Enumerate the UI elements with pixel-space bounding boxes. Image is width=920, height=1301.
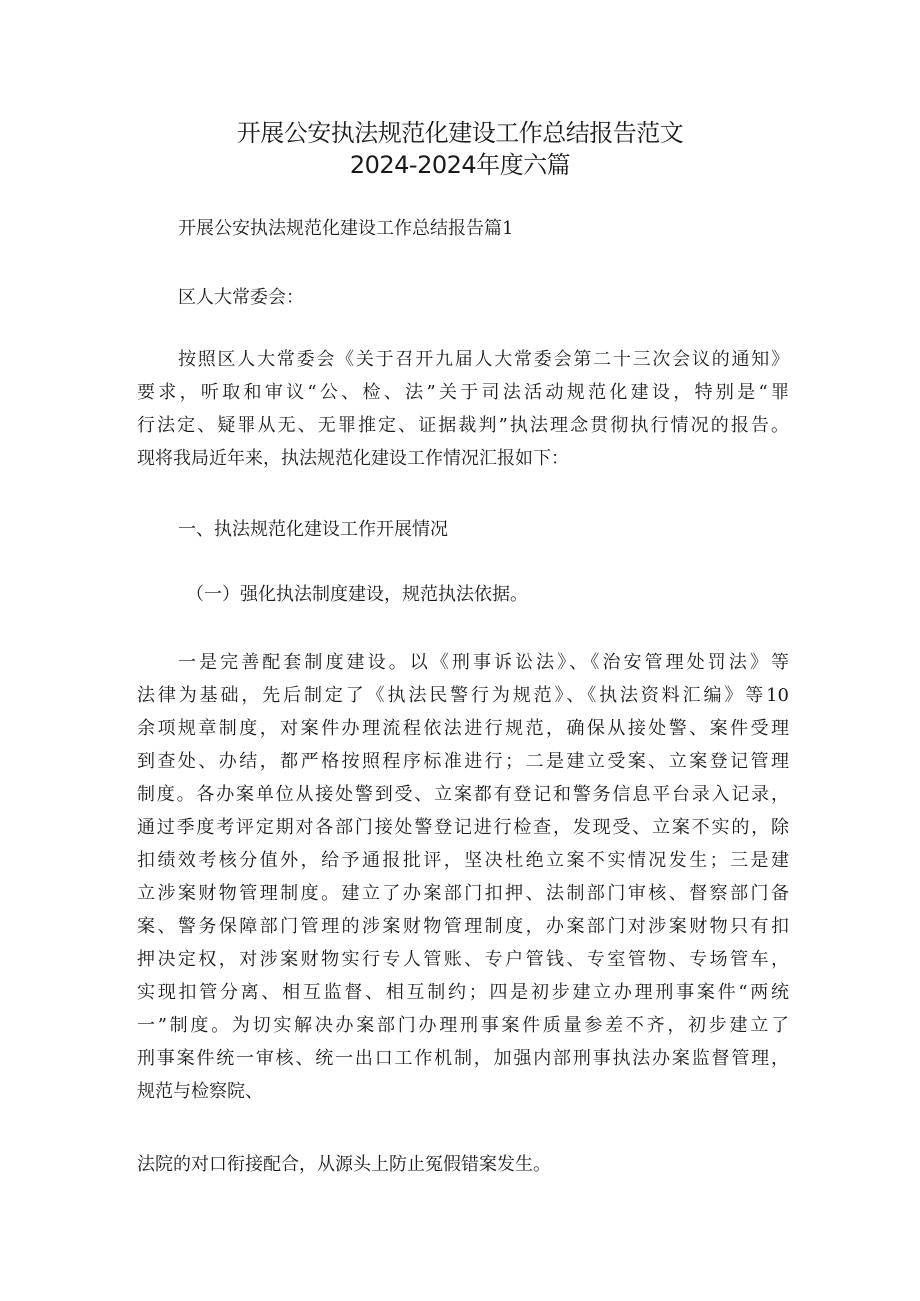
intro-paragraph xyxy=(137,343,789,475)
paragraph-line: 余项规章制度，对案件办理流程依法进行规范，确保从接处警、案件受理 xyxy=(137,718,789,739)
paragraph-line: 实现扣管分离、相互监督、相互制约；四是初步建立办理刑事案件“两统 xyxy=(137,982,789,1003)
paragraph-line: 要求，听取和审议“公、检、法”关于司法活动规范化建设，特别是“罪 xyxy=(137,382,789,403)
paragraph-line: 案、警务保障部门管理的涉案财物管理制度，办案部门对涉案财物只有扣 xyxy=(137,916,789,937)
paragraph-line: 一是完善配套制度建设。以《刑事诉讼法》、《治安管理处罚法》等 xyxy=(178,652,789,673)
document-title-line-1: 开展公安执法规范化建设工作总结报告范文 xyxy=(236,119,684,147)
paragraph-line: 行法定、疑罪从无、无罪推定、证据裁判”执法理念贯彻执行情况的报告。 xyxy=(137,415,789,436)
paragraph-line: 按照区人大常委会《关于召开九届人大常委会第二十三次会议的通知》 xyxy=(178,349,789,370)
continuation-line: 法院的对口衔接配合，从源头上防止冤假错案发生。 xyxy=(137,1154,551,1175)
paragraph-line: 立涉案财物管理制度。建立了办案部门扣押、法制部门审核、督察部门备 xyxy=(137,883,789,904)
paragraph-line: 制度。各办案单位从接处警到受、立案都有登记和警务信息平台录入记录， xyxy=(137,784,789,805)
paragraph-line: 法律为基础，先后制定了《执法民警行为规范》、《执法资料汇编》等10 xyxy=(137,685,789,706)
paragraph-line: 通过季度考评定期对各部门接处警登记进行检查，发现受、立案不实的，除 xyxy=(137,817,789,838)
paragraph-line: 扣绩效考核分值外，给予通报批评，坚决杜绝立案不实情况发生；三是建 xyxy=(137,850,789,871)
paragraph-line: 刑事案件统一审核、统一出口工作机制，加强内部刑事执法办案监督管理， xyxy=(137,1048,789,1069)
paragraph-line: 押决定权，对涉案财物实行专人管账、专户管钱、专室管物、专场管车， xyxy=(137,949,789,970)
paragraph-line: 到查处、办结，都严格按照程序标准进行；二是建立受案、立案登记管理 xyxy=(137,751,789,772)
paragraph-line: 一”制度。为切实解决办案部门办理刑事案件质量参差不齐，初步建立了 xyxy=(137,1015,789,1036)
body-paragraph xyxy=(137,646,789,1108)
subsection-heading: （一）强化执法制度建设，规范执法依据。 xyxy=(186,584,528,605)
document-title-line-2: 2024-2024年度六篇 xyxy=(349,151,571,179)
section-heading: 一、执法规范化建设工作开展情况 xyxy=(178,519,448,540)
article-heading: 开展公安执法规范化建设工作总结报告篇1 xyxy=(178,218,514,239)
salutation: 区人大常委会： xyxy=(178,287,304,308)
paragraph-line: 现将我局近年来，执法规范化建设工作情况汇报如下： xyxy=(137,448,569,469)
paragraph-line: 规范与检察院、 xyxy=(137,1081,263,1102)
